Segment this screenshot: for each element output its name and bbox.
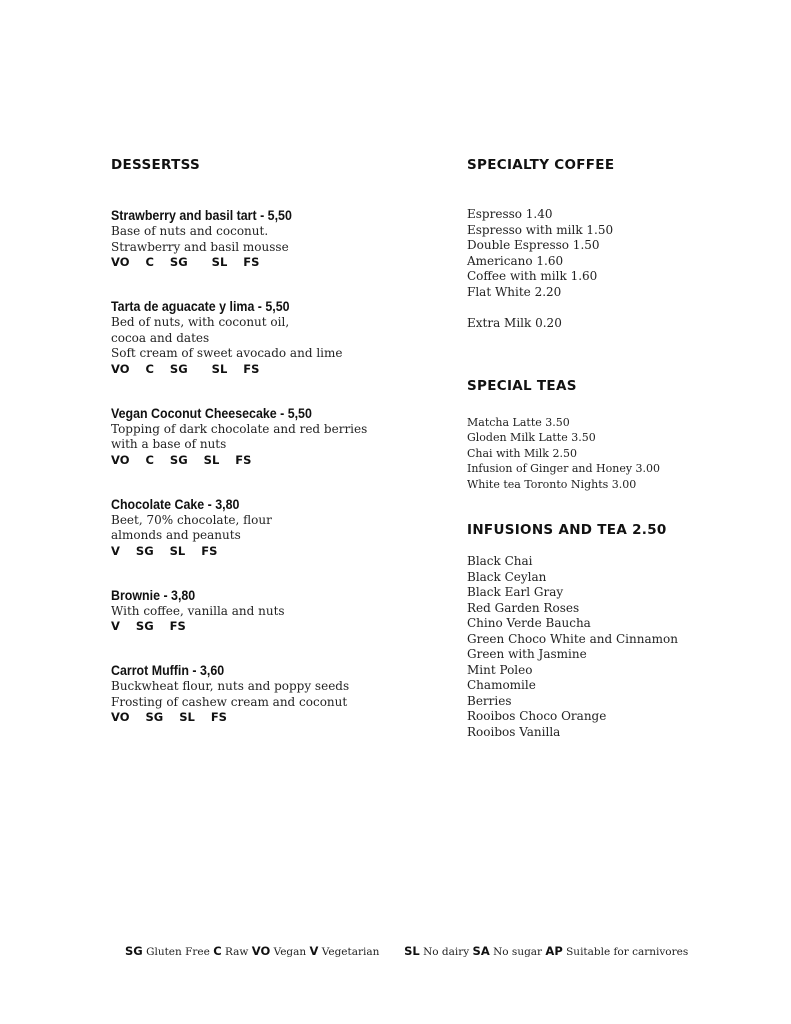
dessert-item [111, 298, 431, 377]
desserts-title: DESSERTSS [111, 157, 201, 173]
infusion-item: Black Ceylan [467, 569, 547, 584]
legend-text: Vegan [273, 946, 307, 958]
coffee-item: Flat White 2.20 [467, 284, 562, 299]
dessert-tags: VO SG SL FS [111, 710, 227, 724]
dessert-tags: VO C SG SL FS [111, 452, 252, 467]
dessert-desc-line: Bed of nuts, with coconut oil, [111, 315, 290, 329]
tea-item: Chai with Milk 2.50 [467, 446, 577, 460]
dessert-desc-line: Soft cream of sweet avocado and lime [111, 346, 343, 360]
coffee-title: SPECIALTY COFFEE [467, 157, 615, 173]
legend-code: SL [404, 944, 420, 958]
coffee-item: Double Espresso 1.50 [467, 238, 600, 252]
desserts-list [111, 207, 431, 725]
legend-code: C [213, 944, 222, 958]
dessert-item [111, 587, 431, 635]
infusion-item: Black Chai [467, 554, 533, 568]
dessert-desc-line: with a base of nuts [111, 437, 227, 451]
infusion-item: Berries [467, 693, 512, 708]
dessert-name: Carrot Muffin - 3,60 [111, 663, 225, 678]
legend-code: SG [125, 944, 143, 958]
legend-text: Gluten Free [146, 946, 210, 958]
dessert-item [111, 496, 431, 559]
infusions-title: INFUSIONS AND TEA 2.50 [467, 522, 667, 538]
dessert-desc-line: cocoa and dates [111, 330, 210, 345]
dessert-tags: V SG SL FS [111, 543, 218, 558]
dessert-desc-line: With coffee, vanilla and nuts [111, 603, 285, 618]
infusion-item: Red Garden Roses [467, 600, 580, 615]
infusion-item: Rooibos Vanilla [467, 724, 561, 739]
dessert-name: Chocolate Cake - 3,80 [111, 496, 240, 512]
drinks-column [467, 156, 777, 740]
legend-text: Vegetarian [321, 946, 380, 958]
infusion-item: Green Choco White and Cinnamon [467, 631, 678, 646]
legend-code: AP [545, 944, 563, 958]
tea-item: Infusion of Ginger and Honey 3.00 [467, 462, 661, 475]
dessert-tags: VO C SG SL FS [111, 255, 260, 269]
dessert-name: Vegan Coconut Cheesecake - 5,50 [111, 405, 312, 421]
teas-list [467, 415, 777, 493]
tea-item: Gloden Milk Latte 3.50 [467, 431, 596, 444]
dessert-desc-line: Base of nuts and coconut. [111, 224, 269, 238]
dessert-item [111, 207, 431, 270]
dessert-desc-line: Strawberry and basil mousse [111, 239, 289, 254]
infusion-item: Mint Poleo [467, 662, 533, 677]
legend-code: VO [251, 944, 271, 958]
infusion-item: Green with Jasmine [467, 647, 587, 661]
dessert-desc-line: Topping of dark chocolate and red berries [111, 421, 368, 436]
infusion-item: Black Earl Gray [467, 585, 564, 599]
dessert-desc-line: almonds and peanuts [111, 528, 241, 542]
legend-text: No sugar [493, 946, 543, 958]
dessert-name: Brownie - 3,80 [111, 587, 196, 603]
coffee-list [467, 207, 777, 332]
dessert-desc-line: Frosting of cashew cream and coconut [111, 694, 348, 709]
tea-item: Matcha Latte 3.50 [467, 415, 570, 429]
coffee-item: Americano 1.60 [467, 253, 564, 268]
desserts-column [111, 156, 431, 753]
tea-item: White tea Toronto Nights 3.00 [467, 477, 637, 491]
dessert-tags: VO C SG SL FS [111, 361, 260, 376]
infusion-item: Rooibos Choco Orange [467, 709, 607, 723]
coffee-item: Espresso 1.40 [467, 207, 553, 221]
dietary-legend [125, 944, 688, 958]
dessert-desc-line: Beet, 70% chocolate, flour [111, 512, 272, 527]
coffee-item: Coffee with milk 1.60 [467, 269, 598, 283]
legend-text: No dairy [423, 946, 470, 958]
legend-code: V [309, 944, 319, 958]
legend-text: Raw [225, 946, 249, 958]
coffee-item: Espresso with milk 1.50 [467, 222, 614, 237]
legend-code: SA [472, 944, 490, 958]
extra-milk: Extra Milk 0.20 [467, 316, 562, 330]
dessert-name: Strawberry and basil tart - 5,50 [111, 208, 292, 223]
dessert-tags: V SG FS [111, 619, 186, 633]
dessert-name: Tarta de aguacate y lima - 5,50 [111, 299, 290, 314]
dessert-desc-line: Buckwheat flour, nuts and poppy seeds [111, 679, 350, 693]
infusions-list [467, 554, 777, 740]
teas-title: SPECIAL TEAS [467, 377, 577, 394]
dessert-item [111, 405, 431, 468]
legend-text: Suitable for carnivores [566, 946, 689, 958]
infusion-item: Chamomile [467, 678, 536, 692]
infusion-item: Chino Verde Baucha [467, 616, 591, 630]
dessert-item [111, 662, 431, 725]
